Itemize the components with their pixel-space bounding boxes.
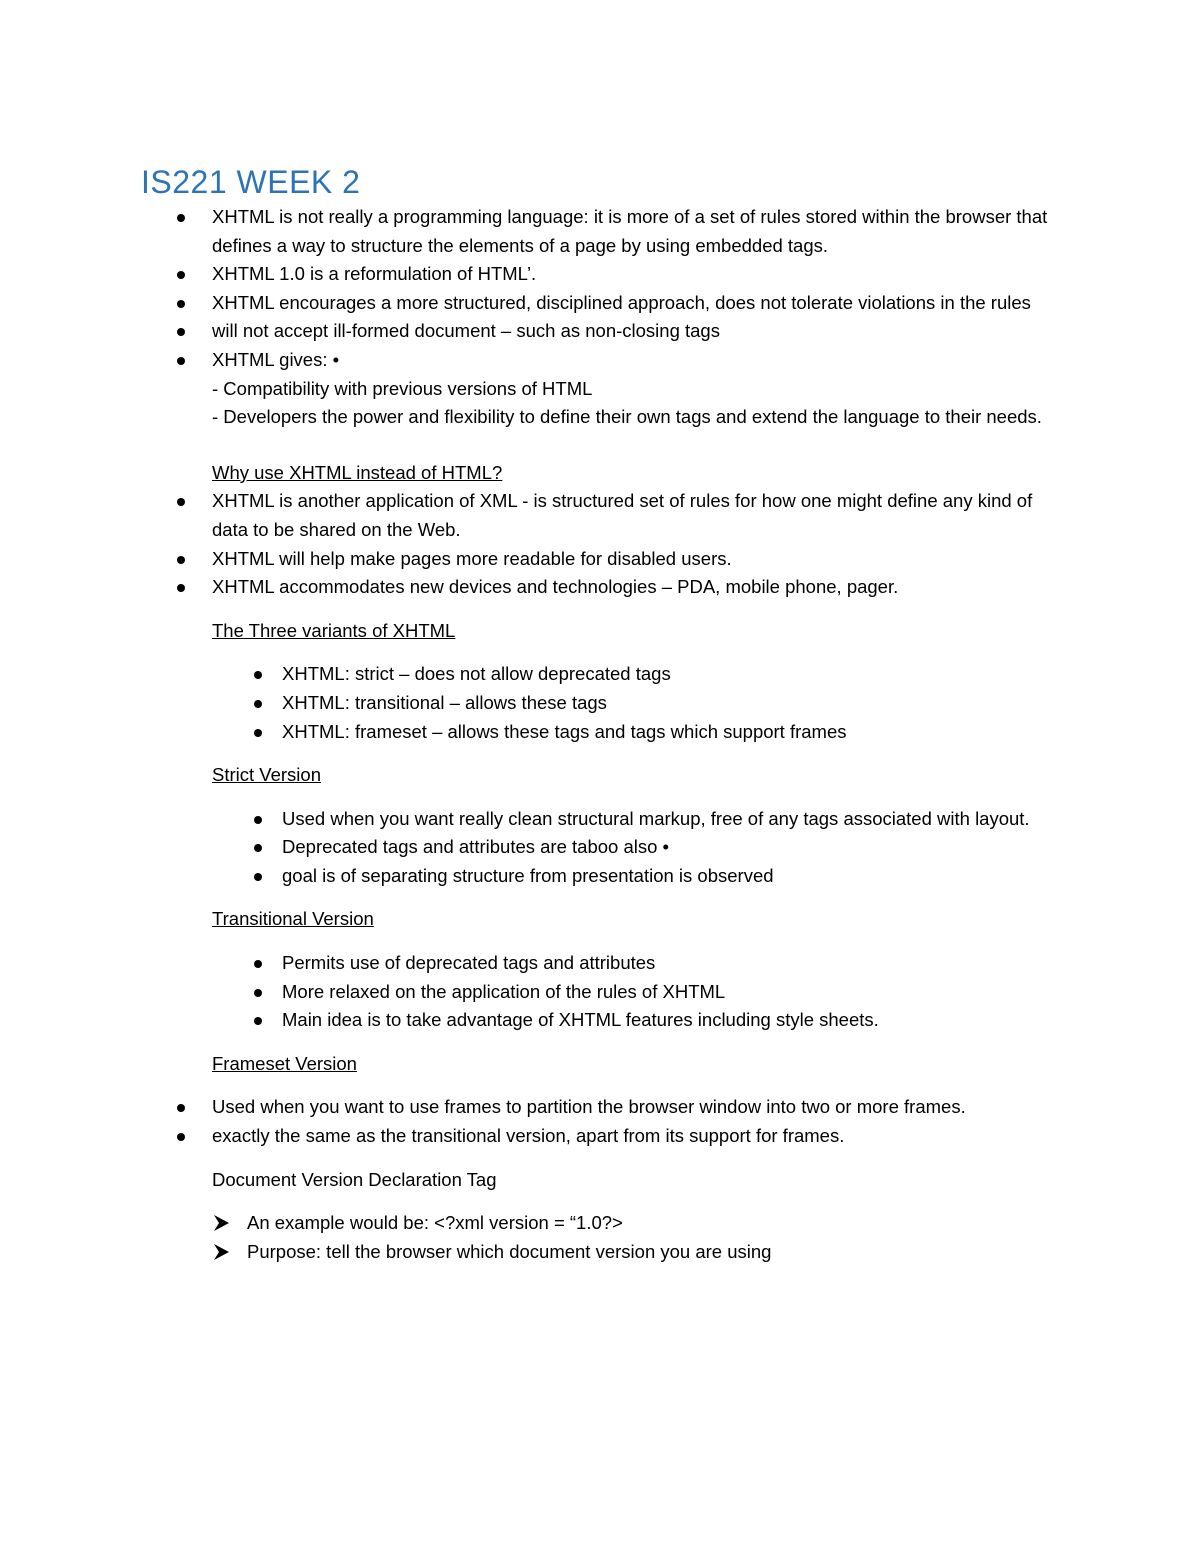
list-item: Used when you want to use frames to partition the browser window into two or more frames.: [141, 1093, 1061, 1122]
list-item: exactly the same as the transitional version, apart from its support for frames.: [141, 1122, 1061, 1151]
spacer: [141, 890, 1061, 905]
list-item: [141, 1238, 1061, 1267]
arrowhead-bullet-icon: [213, 1243, 230, 1261]
list-item: XHTML is not really a programming language: it is more of a set of rules stored within the browser that defines a way to structure the elements of a page by using embedded tags.: [141, 203, 1061, 260]
list-item: XHTML encourages a more structured, disciplined approach, does not tolerate violations in the rules: [141, 289, 1061, 318]
page-title: IS221 WEEK 2: [141, 164, 361, 200]
section-heading-declaration: Document Version Declaration Tag: [212, 1168, 497, 1190]
variants-list: [141, 660, 1061, 746]
list-item: More relaxed on the application of the rules of XHTML: [141, 978, 1061, 1007]
strict-list: [141, 805, 1061, 891]
list-item: XHTML gives: •: [141, 346, 1061, 375]
gives-line: - Compatibility with previous versions of HTML: [212, 377, 593, 399]
gives-line: - Developers the power and flexibility to define their own tags and extend the language to their needs.: [212, 406, 1042, 428]
list-item: will not accept ill-formed document – such as non-closing tags: [141, 317, 1061, 346]
spacer: [141, 746, 1061, 761]
list-item: Used when you want really clean structural markup, free of any tags associated with layout.: [141, 805, 1061, 834]
section-heading-why: Why use XHTML instead of HTML?: [212, 461, 503, 483]
list-item: XHTML: strict – does not allow deprecated tags: [141, 660, 1061, 689]
spacer: [141, 1078, 1061, 1093]
list-item: XHTML is another application of XML - is structured set of rules for how one might define any kind of data to be shared on the Web.: [141, 487, 1061, 544]
list-item-text: Purpose: tell the browser which document version you are using: [247, 1240, 772, 1262]
spacer: [141, 790, 1061, 805]
intro-list: [141, 203, 1061, 375]
list-item-text: An example would be: <?xml version = “1.0?>: [247, 1212, 623, 1234]
list-item: [141, 1209, 1061, 1238]
list-item: Permits use of deprecated tags and attributes: [141, 949, 1061, 978]
document-body: [141, 203, 1061, 1266]
spacer: [141, 602, 1061, 617]
section-heading-frameset: Frameset Version: [212, 1052, 357, 1074]
transitional-list: [141, 949, 1061, 1035]
section-heading-strict: Strict Version: [212, 764, 321, 786]
list-item: goal is of separating structure from presentation is observed: [141, 862, 1061, 891]
spacer: [141, 934, 1061, 949]
list-item: XHTML accommodates new devices and technologies – PDA, mobile phone, pager.: [141, 573, 1061, 602]
spacer: [141, 432, 1061, 459]
list-item: XHTML: frameset – allows these tags and tags which support frames: [141, 718, 1061, 747]
section-heading-transitional: Transitional Version: [212, 908, 374, 930]
section-heading-variants: The Three variants of XHTML: [212, 619, 456, 641]
arrowhead-bullet-icon: [213, 1214, 230, 1232]
list-item: Deprecated tags and attributes are taboo also •: [141, 833, 1061, 862]
list-item: XHTML 1.0 is a reformulation of HTML’.: [141, 260, 1061, 289]
frameset-list: [141, 1093, 1061, 1150]
spacer: [141, 1151, 1061, 1166]
why-list: [141, 487, 1061, 601]
list-item: XHTML will help make pages more readable for disabled users.: [141, 545, 1061, 574]
spacer: [141, 1035, 1061, 1050]
list-item: XHTML: transitional – allows these tags: [141, 689, 1061, 718]
spacer: [141, 1194, 1061, 1209]
declaration-list: [141, 1209, 1061, 1266]
spacer: [141, 645, 1061, 660]
list-item: Main idea is to take advantage of XHTML features including style sheets.: [141, 1006, 1061, 1035]
